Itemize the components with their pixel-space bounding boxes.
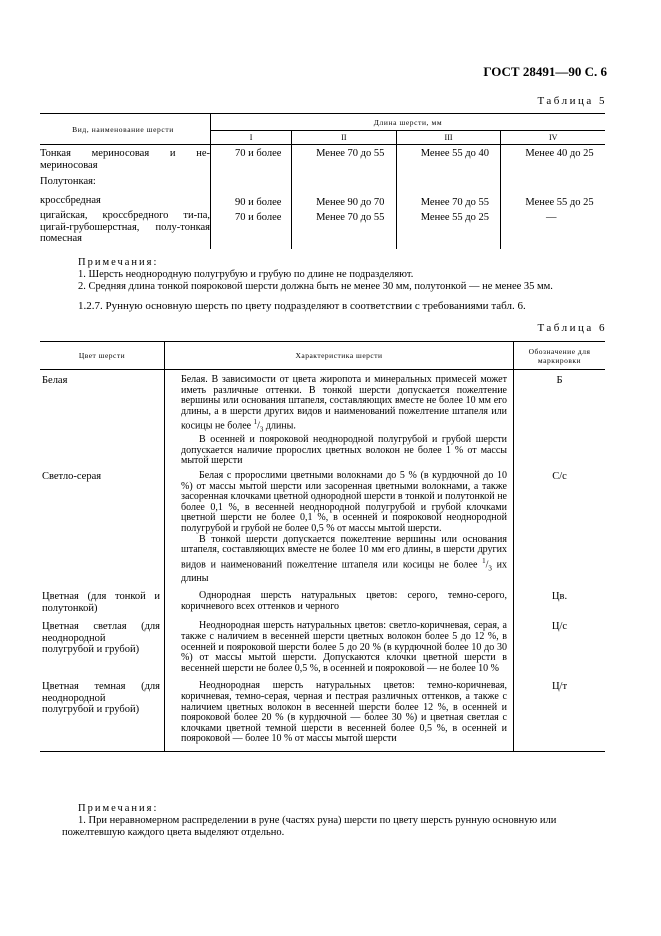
description-text: В тонкой шерсти допускается пожелтение вершины или основания штапеля, составляющих вместе не более 10 мм его длины, в шерсти других видов и наименований пожелтение штапеля или косицы не более bbox=[181, 533, 507, 571]
table6-caption: Таблица 6 bbox=[537, 322, 607, 334]
table5-cell bbox=[211, 171, 292, 195]
table6-header-color: Цвет шерсти bbox=[78, 351, 126, 360]
table5-cell: — bbox=[501, 210, 605, 249]
table6-description: Белая. В зависимости от цвета жиропота и минеральных примесей может иметь различные оттенки. В тонкой шерсти допускается пожелтение вершины или основания штапеля, составляющих вместе не более 10 мм его длины, а в шерсти других видов и наименований пожелтение штапеля или косицы не более $^1/_3$ длины. В осенней и пояроковой неоднородной полугрубой и грубой шерсти допускается наличие пророслих цветных волокон не более 1 % от массы мытой шерсти bbox=[165, 370, 514, 468]
fraction-denominator: 3 bbox=[259, 425, 264, 434]
table-row bbox=[40, 467, 605, 584]
table5-name: цигайская, кроссбредного ти-па, цигай-грубошерстная, полу-тонкая помесная bbox=[40, 210, 210, 244]
table-row bbox=[40, 171, 605, 195]
description-paragraph: Белая с пророслими цветными волокнами до 5 % (в курдючной до 10 %) от массы мытой шерсти или засоренная цветными волокнами, а также засоренная клочками цветной однородной шерсти в тонкой и полутонкой не более 0,1 %, в весенней неоднородной полугрубой и грубой клочками цветной шерсти не более 0,1 %, в осенней и пояроковой неоднородной полугрубой и грубой не более 0,5 % от массы мытой шерсти. bbox=[181, 470, 507, 535]
table5-grade: IV bbox=[501, 131, 605, 145]
table6-color: Светло-серая bbox=[42, 471, 102, 483]
table5-grade: II bbox=[292, 131, 397, 145]
table5 bbox=[40, 113, 605, 249]
table6-description bbox=[165, 467, 514, 584]
notes-title: Примечания: bbox=[78, 803, 159, 814]
table5-cell: 90 и более bbox=[211, 195, 292, 211]
table-row bbox=[40, 674, 605, 751]
fraction-numerator: 1 bbox=[253, 418, 258, 427]
table6-mark: Б bbox=[514, 370, 606, 468]
table6-description: Неоднородная шерсть натуральных цветов: темно-коричневая, коричневая, темно-серая, черная и пестрая различных оттенков, а также с наличием цветных волокон в весенней шерсти более 12 %, в осенней и пояроковой более 20 % (в курдючной — более 30 %) и цветная светлая с клочками цветной темной шерсти в весенней более 0,5 %, в осенней и пояроковой — более 10 % от массы мытой шерсти bbox=[165, 674, 514, 751]
description-text: Белая. В зависимости от цвета жиропота и минеральных примесей может иметь различные оттенки. В тонкой шерсти допускается пожелтение вершины или основания штапеля, составляющих вместе не более 10 мм его длины, а в шерсти других видов и наименований пожелтение штапеля или косицы не более bbox=[181, 374, 507, 432]
notes-table6 bbox=[62, 803, 610, 839]
notes-title: Примечания: bbox=[78, 257, 159, 268]
table-row bbox=[40, 614, 605, 674]
table-row bbox=[40, 370, 605, 468]
table6-description: Однородная шерсть натуральных цветов: серого, темно-серого, коричневого всех оттенков и черного bbox=[165, 584, 514, 614]
table-row bbox=[40, 584, 605, 614]
table6-mark: Цв. bbox=[514, 584, 606, 614]
description-text: длины. bbox=[265, 420, 296, 432]
table5-grade: I bbox=[211, 131, 292, 145]
note-item: 1. Шерсть неоднородную полугрубую и грубую по длине не подразделяют. bbox=[78, 269, 414, 280]
table5-length-header: Длина шерсти, мм bbox=[211, 114, 606, 131]
table5-cell: 70 и более bbox=[211, 145, 292, 172]
table5-cell bbox=[396, 171, 501, 195]
table6-color: Цветная (для тонкой и полутонкой) bbox=[42, 591, 160, 614]
table5-grade: III bbox=[396, 131, 501, 145]
description-text: их длины bbox=[181, 559, 508, 584]
description-paragraph: В тонкой шерсти допускается пожелтение вершины или основания штапеля, составляющих вместе не более 10 мм его длины, в шерсти других видов и наименований пожелтение штапеля или косицы не более $^1/_3$ их длины bbox=[181, 533, 508, 584]
table6-mark: Ц/т bbox=[514, 674, 606, 751]
table6-color: Белая bbox=[42, 375, 68, 386]
table6-mark: Ц/с bbox=[514, 614, 606, 674]
table6-color: Цветная светлая (для неоднородной полугрубой и грубой) bbox=[42, 621, 160, 656]
table5-cell: Менее 70 до 55 bbox=[396, 195, 501, 211]
table5-name: Тонкая мериносовая и не-мериносовая bbox=[40, 148, 210, 171]
table5-cell: Менее 55 до 40 bbox=[396, 145, 501, 172]
table-row bbox=[40, 210, 605, 249]
table6-description: Неоднородная шерсть натуральных цветов: светло-коричневая, серая, а также с наличием в весенней шерсти цветных волокон более 5 до 12 %, в осенней и пояроковой шерсти более 5 до 20 % (в курдючной более 10 до 30 %) от массы мытой шерсти. Допускаются клочки цветной шерсти в весенней шерсти не более 0,5 %, в осенней и пояроковой — не более 10 % bbox=[165, 614, 514, 674]
description-paragraph: В осенней и пояроковой неоднородной полугрубой и грубой шерсти допускается наличие пророслих цветных волокон не более 1 % от массы мытой шерсти bbox=[181, 434, 507, 467]
fraction-denominator: 3 bbox=[488, 564, 492, 573]
table-row bbox=[40, 195, 605, 211]
note-item: 2. Средняя длина тонкой пояроковой шерсти должна быть не менее 30 мм, полутонкой — не менее 35 мм. bbox=[78, 281, 553, 292]
table-row bbox=[40, 145, 605, 172]
page-header: ГОСТ 28491—90 С. 6 bbox=[483, 64, 607, 79]
table5-cell: 70 и более bbox=[211, 210, 292, 249]
table5-cell: Менее 70 до 55 bbox=[292, 210, 397, 249]
table5-name: Полутонкая: bbox=[40, 176, 96, 187]
fraction-numerator: 1 bbox=[482, 556, 486, 565]
table5-col-header: Вид, наименование шерсти bbox=[72, 124, 174, 134]
notes-table5 bbox=[78, 257, 608, 293]
table5-cell: Менее 70 до 55 bbox=[292, 145, 397, 172]
table5-cell: Менее 55 до 25 bbox=[396, 210, 501, 249]
table5-cell bbox=[292, 171, 397, 195]
table6-mark: С/с bbox=[514, 467, 606, 584]
table5-cell bbox=[501, 171, 605, 195]
table5-cell: Менее 90 до 70 bbox=[292, 195, 397, 211]
table6-header-description: Характеристика шерсти bbox=[165, 342, 514, 370]
table6 bbox=[40, 341, 605, 752]
table5-caption: Таблица 5 bbox=[537, 95, 607, 107]
note-item: 1. При неравномерном распределении в руне (частях руна) шерсти по цвету шерсть рунную основную или пожелтевшую каждого цвета выделяют отдельно. bbox=[62, 815, 557, 838]
table6-color: Цветная темная (для неоднородной полугрубой и грубой) bbox=[42, 681, 160, 716]
table5-name: кроссбредная bbox=[40, 194, 101, 206]
table6-header-marking: Обозначение для маркировки bbox=[514, 342, 606, 370]
table5-cell: Менее 55 до 25 bbox=[501, 195, 605, 211]
paragraph-1-2-7: 1.2.7. Рунную основную шерсть по цвету подразделяют в соответствии с требованиями табл. 6. bbox=[78, 300, 526, 312]
table5-cell: Менее 40 до 25 bbox=[501, 145, 605, 172]
